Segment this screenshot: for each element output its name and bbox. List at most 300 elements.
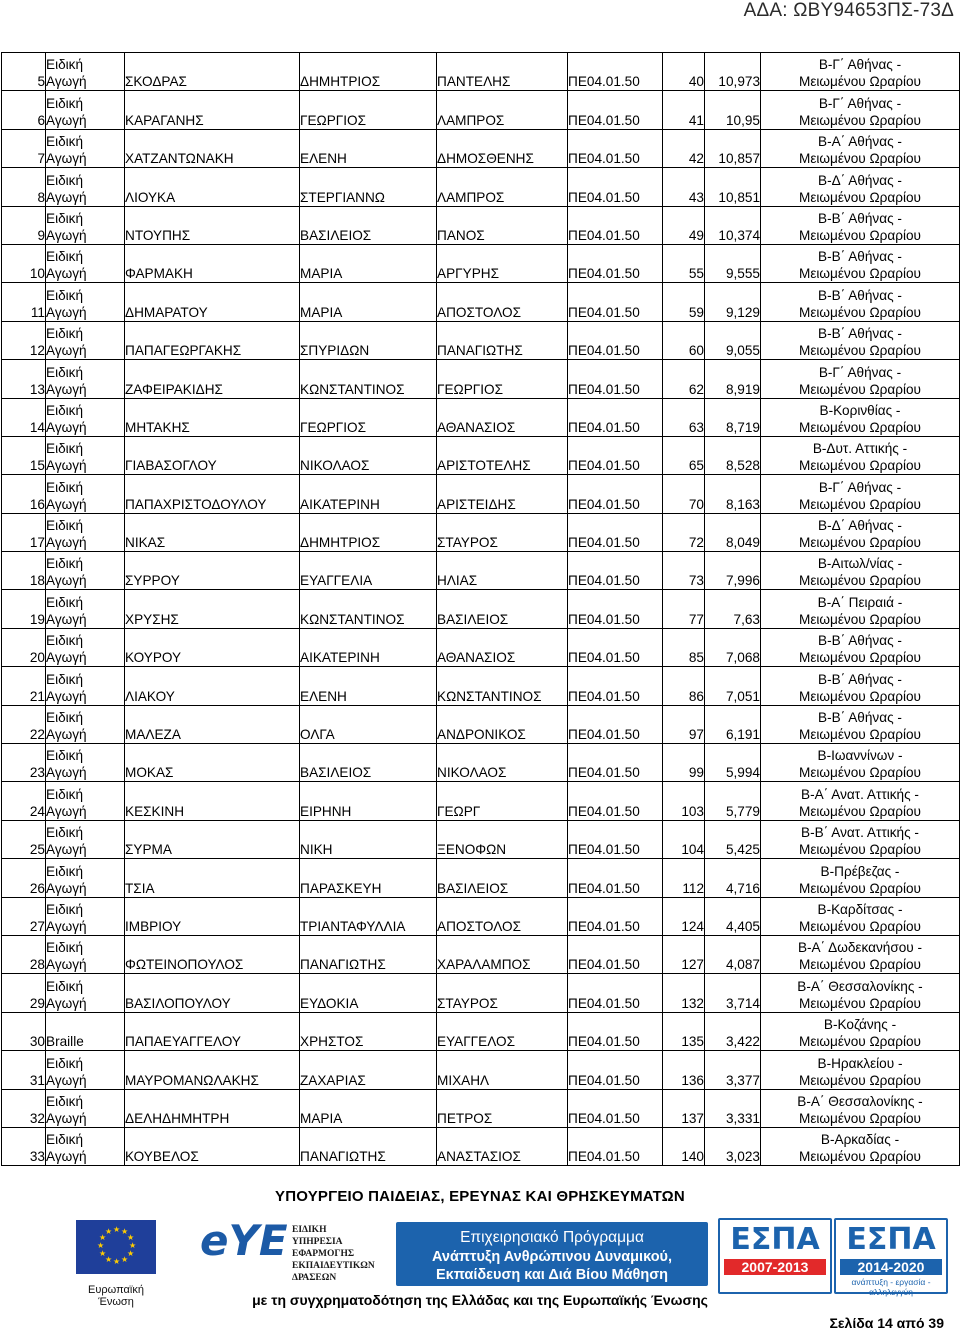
- surname-cell: ΜΑΥΡΟΜΑΝΩΛΑΚΗΣ: [125, 1051, 300, 1089]
- row-index-cell: 11: [2, 283, 46, 321]
- rank-cell: 62: [663, 360, 705, 398]
- father-name-cell: ΔΗΜΟΣΘΕΝΗΣ: [437, 129, 568, 167]
- page-number: Σελίδα 14 από 39: [829, 1315, 944, 1331]
- father-name-cell: ΑΘΑΝΑΣΙΟΣ: [437, 398, 568, 436]
- row-index-cell: 26: [2, 859, 46, 897]
- education-type-line: Ειδική: [46, 57, 84, 73]
- district-line: Μειωμένου Ωραρίου: [799, 112, 921, 128]
- score-cell: 4,405: [705, 897, 761, 935]
- rank-cell: 70: [663, 475, 705, 513]
- score-cell: 8,719: [705, 398, 761, 436]
- score-cell: 5,994: [705, 744, 761, 782]
- surname-cell: ΔΕΛΗΔΗΜΗΤΡΗ: [125, 1089, 300, 1127]
- specialty-code-cell: ΠΕ04.01.50: [568, 974, 663, 1012]
- specialty-code-cell: ΠΕ04.01.50: [568, 820, 663, 858]
- education-type-line: Αγωγή: [46, 957, 87, 973]
- rank-cell: 59: [663, 283, 705, 321]
- education-type-line: Αγωγή: [46, 650, 87, 666]
- table-row: [2, 91, 960, 129]
- first-name-cell: ΔΗΜΗΤΡΙΟΣ: [300, 53, 437, 91]
- district-cell: [761, 129, 960, 167]
- education-type-line: Αγωγή: [46, 419, 87, 435]
- father-name-cell: ΕΥΑΓΓΕΛΟΣ: [437, 1012, 568, 1050]
- table-row: [2, 1051, 960, 1089]
- first-name-cell: ΑΙΚΑΤΕΡΙΝΗ: [300, 475, 437, 513]
- rank-cell: 65: [663, 436, 705, 474]
- svg-text:★: ★: [99, 1249, 107, 1258]
- first-name-cell: ΒΑΣΙΛΕΙΟΣ: [300, 206, 437, 244]
- education-type-line: Ειδική: [46, 402, 84, 418]
- row-index-cell: 12: [2, 321, 46, 359]
- surname-cell: ΔΗΜΑΡΑΤΟΥ: [125, 283, 300, 321]
- district-cell: [761, 475, 960, 513]
- education-type-cell: [46, 820, 125, 858]
- district-line: Μειωμένου Ωραρίου: [799, 611, 921, 627]
- district-line: Μειωμένου Ωραρίου: [799, 842, 921, 858]
- first-name-cell: ΝΙΚΗ: [300, 820, 437, 858]
- rank-cell: 60: [663, 321, 705, 359]
- score-cell: 6,191: [705, 705, 761, 743]
- education-type-line: Αγωγή: [46, 151, 87, 167]
- score-cell: 7,996: [705, 552, 761, 590]
- score-cell: 8,919: [705, 360, 761, 398]
- education-type-line: Ειδική: [46, 479, 84, 495]
- first-name-cell: ΑΙΚΑΤΕΡΙΝΗ: [300, 628, 437, 666]
- cofunding-line: με τη συγχρηματοδότηση της Ελλάδας και της Ευρωπαϊκής Ένωσης: [252, 1292, 708, 1308]
- table-row: [2, 244, 960, 282]
- father-name-cell: ΠΑΝΟΣ: [437, 206, 568, 244]
- father-name-cell: ΗΛΙΑΣ: [437, 552, 568, 590]
- program-line-3: Εκπαίδευση και Διά Βίου Μάθηση: [435, 1267, 669, 1283]
- first-name-cell: ΕΥΔΟΚΙΑ: [300, 974, 437, 1012]
- education-type-line: Αγωγή: [46, 227, 87, 243]
- surname-cell: ΜΟΚΑΣ: [125, 744, 300, 782]
- district-line: Μειωμένου Ωραρίου: [799, 1072, 921, 1088]
- education-type-line: Ειδική: [46, 633, 84, 649]
- first-name-cell: ΠΑΡΑΣΚΕΥΗ: [300, 859, 437, 897]
- row-index-cell: 31: [2, 1051, 46, 1089]
- education-type-cell: [46, 1089, 125, 1127]
- education-type-line: Ειδική: [46, 95, 84, 111]
- education-type-cell: [46, 935, 125, 973]
- score-cell: 3,422: [705, 1012, 761, 1050]
- table-row: [2, 859, 960, 897]
- father-name-cell: ΑΘΑΝΑΣΙΟΣ: [437, 628, 568, 666]
- district-line: Β-Γ΄ Αθήνας -: [818, 57, 902, 73]
- education-type-cell: [46, 513, 125, 551]
- district-line: Β-Γ΄ Αθήνας -: [818, 479, 902, 495]
- district-cell: [761, 53, 960, 91]
- svg-text:★: ★: [99, 1233, 107, 1242]
- father-name-cell: ΑΡΙΣΤΕΙΔΗΣ: [437, 475, 568, 513]
- table-row: [2, 129, 960, 167]
- father-name-cell: ΣΤΑΥΡΟΣ: [437, 513, 568, 551]
- rank-cell: 73: [663, 552, 705, 590]
- table-row: [2, 436, 960, 474]
- row-index-cell: 18: [2, 552, 46, 590]
- district-line: Β-Β΄ Ανατ. Αττικής -: [801, 825, 919, 841]
- specialty-code-cell: ΠΕ04.01.50: [568, 91, 663, 129]
- education-type-line: Αγωγή: [46, 74, 87, 90]
- district-line: Μειωμένου Ωραρίου: [799, 650, 921, 666]
- district-line: Μειωμένου Ωραρίου: [799, 918, 921, 934]
- espa-2014-logo: [834, 1218, 948, 1297]
- specialty-code-cell: ΠΕ04.01.50: [568, 590, 663, 628]
- education-type-line: Αγωγή: [46, 1072, 87, 1088]
- first-name-cell: ΚΩΝΣΤΑΝΤΙΝΟΣ: [300, 590, 437, 628]
- rank-cell: 132: [663, 974, 705, 1012]
- score-cell: 7,051: [705, 667, 761, 705]
- education-type-line: Αγωγή: [46, 727, 87, 743]
- district-line: Β-Κοζάνης -: [823, 1017, 897, 1033]
- table-row: [2, 897, 960, 935]
- rank-cell: 72: [663, 513, 705, 551]
- education-type-line: Αγωγή: [46, 266, 87, 282]
- surname-cell: ΚΟΥΒΕΛΟΣ: [125, 1127, 300, 1165]
- eyap-line: ΕΚΠΑΙΔΕΥΤΙΚΩΝ: [292, 1261, 375, 1271]
- specialty-code-cell: ΠΕ04.01.50: [568, 129, 663, 167]
- education-type-line: Αγωγή: [46, 381, 87, 397]
- specialty-code-cell: ΠΕ04.01.50: [568, 628, 663, 666]
- row-index-cell: 6: [2, 91, 46, 129]
- education-type-line: Ειδική: [46, 1055, 84, 1071]
- district-cell: [761, 1051, 960, 1089]
- district-line: Β-Α΄ Θεσσαλονίκης -: [797, 978, 923, 994]
- row-index-cell: 25: [2, 820, 46, 858]
- surname-cell: ΚΑΡΑΓΑΝΗΣ: [125, 91, 300, 129]
- score-cell: 7,63: [705, 590, 761, 628]
- education-type-line: Ειδική: [46, 978, 84, 994]
- row-index-cell: 7: [2, 129, 46, 167]
- table-row: [2, 206, 960, 244]
- table-row: [2, 321, 960, 359]
- row-index-cell: 30: [2, 1012, 46, 1050]
- education-type-line: Ειδική: [46, 556, 84, 572]
- first-name-cell: ΟΛΓΑ: [300, 705, 437, 743]
- row-index-cell: 22: [2, 705, 46, 743]
- district-line: Β-Γ΄ Αθήνας -: [818, 95, 902, 111]
- district-line: Μειωμένου Ωραρίου: [799, 535, 921, 551]
- espa-subtitle: ανάπτυξη - εργασία - αλληλεγγύη: [851, 1277, 931, 1297]
- rank-cell: 55: [663, 244, 705, 282]
- score-cell: 3,023: [705, 1127, 761, 1165]
- education-type-line: Ειδική: [46, 172, 84, 188]
- specialty-code-cell: ΠΕ04.01.50: [568, 667, 663, 705]
- specialty-code-cell: ΠΕ04.01.50: [568, 360, 663, 398]
- eyap-line: ΕΙΔΙΚΗ: [292, 1225, 327, 1235]
- district-line: Μειωμένου Ωραρίου: [799, 1110, 921, 1126]
- rank-cell: 43: [663, 168, 705, 206]
- score-cell: 5,779: [705, 782, 761, 820]
- district-cell: [761, 1089, 960, 1127]
- district-cell: [761, 974, 960, 1012]
- eu-flag-icon: [76, 1220, 156, 1274]
- table-row: [2, 782, 960, 820]
- specialty-code-cell: ΠΕ04.01.50: [568, 705, 663, 743]
- specialty-code-cell: ΠΕ04.01.50: [568, 744, 663, 782]
- education-type-line: Ειδική: [46, 441, 84, 457]
- district-line: Β-Κορινθίας -: [819, 402, 901, 418]
- rank-cell: 135: [663, 1012, 705, 1050]
- surname-cell: ΧΑΤΖΑΝΤΩΝΑΚΗ: [125, 129, 300, 167]
- eyap-line: ΔΡΑΣΕΩΝ: [292, 1273, 337, 1283]
- rank-cell: 41: [663, 91, 705, 129]
- rank-cell: 140: [663, 1127, 705, 1165]
- first-name-cell: ΕΥΑΓΓΕΛΙΑ: [300, 552, 437, 590]
- district-line: Μειωμένου Ωραρίου: [799, 957, 921, 973]
- svg-text:★: ★: [97, 1241, 105, 1250]
- education-type-line: Ειδική: [46, 1093, 84, 1109]
- score-cell: 3,331: [705, 1089, 761, 1127]
- education-type-line: Αγωγή: [46, 304, 87, 320]
- rank-cell: 112: [663, 859, 705, 897]
- specialty-code-cell: ΠΕ04.01.50: [568, 53, 663, 91]
- father-name-cell: ΒΑΣΙΛΕΙΟΣ: [437, 859, 568, 897]
- surname-cell: ΝΤΟΥΠΗΣ: [125, 206, 300, 244]
- score-cell: 10,973: [705, 53, 761, 91]
- rank-cell: 104: [663, 820, 705, 858]
- education-type-line: Αγωγή: [46, 803, 87, 819]
- score-cell: 3,714: [705, 974, 761, 1012]
- education-type-line: Αγωγή: [46, 1149, 87, 1165]
- district-line: Μειωμένου Ωραρίου: [799, 688, 921, 704]
- specialty-code-cell: ΠΕ04.01.50: [568, 398, 663, 436]
- father-name-cell: ΣΤΑΥΡΟΣ: [437, 974, 568, 1012]
- surname-cell: ΛΙΟΥΚΑ: [125, 168, 300, 206]
- education-type-cell: [46, 859, 125, 897]
- svg-text:★: ★: [105, 1255, 113, 1264]
- row-index-cell: 24: [2, 782, 46, 820]
- education-type-cell: [46, 321, 125, 359]
- education-type-line: Αγωγή: [46, 189, 87, 205]
- score-cell: 10,857: [705, 129, 761, 167]
- score-cell: 8,528: [705, 436, 761, 474]
- father-name-cell: ΑΠΟΣΤΟΛΟΣ: [437, 897, 568, 935]
- district-line: Μειωμένου Ωραρίου: [799, 266, 921, 282]
- svg-text:★: ★: [113, 1257, 121, 1266]
- eyap-name: [292, 1224, 380, 1284]
- svg-text:★: ★: [127, 1249, 135, 1258]
- row-index-cell: 5: [2, 53, 46, 91]
- district-line: Β-Ηρακλείου -: [817, 1055, 903, 1071]
- specialty-code-cell: ΠΕ04.01.50: [568, 168, 663, 206]
- father-name-cell: ΑΝΔΡΟΝΙΚΟΣ: [437, 705, 568, 743]
- father-name-cell: ΑΡΙΣΤΟΤΕΛΗΣ: [437, 436, 568, 474]
- program-box: [396, 1222, 708, 1286]
- education-type-cell: [46, 283, 125, 321]
- rank-cell: 85: [663, 628, 705, 666]
- surname-cell: ΦΩΤΕΙΝΟΠΟΥΛΟΣ: [125, 935, 300, 973]
- education-type-line: Αγωγή: [46, 918, 87, 934]
- rank-cell: 40: [663, 53, 705, 91]
- education-type-line: Αγωγή: [46, 765, 87, 781]
- district-line: Β-Ιωαννίνων -: [817, 748, 903, 764]
- district-cell: [761, 513, 960, 551]
- first-name-cell: ΕΛΕΝΗ: [300, 667, 437, 705]
- district-cell: [761, 705, 960, 743]
- education-type-cell: [46, 53, 125, 91]
- district-cell: [761, 436, 960, 474]
- education-type-line: Ειδική: [46, 1132, 84, 1148]
- district-line: Β-Β΄ Αθήνας -: [818, 710, 902, 726]
- row-index-cell: 10: [2, 244, 46, 282]
- first-name-cell: ΒΑΣΙΛΕΙΟΣ: [300, 744, 437, 782]
- score-cell: 5,425: [705, 820, 761, 858]
- table-row: [2, 935, 960, 973]
- first-name-cell: ΣΠΥΡΙΔΩΝ: [300, 321, 437, 359]
- district-line: Μειωμένου Ωραρίου: [799, 496, 921, 512]
- program-line-2: Ανάπτυξη Ανθρώπινου Δυναμικού,: [431, 1249, 673, 1265]
- district-cell: [761, 820, 960, 858]
- eye-logo-text: eYE: [200, 1216, 288, 1265]
- district-cell: [761, 244, 960, 282]
- surname-cell: ΖΑΦΕΙΡΑΚΙΔΗΣ: [125, 360, 300, 398]
- eu-caption: Ευρωπαϊκή Ένωση: [88, 1284, 144, 1308]
- surname-cell: ΣΥΡΡΟΥ: [125, 552, 300, 590]
- education-type-line: Αγωγή: [46, 995, 87, 1011]
- surname-cell: ΚΕΣΚΙΝΗ: [125, 782, 300, 820]
- score-cell: 9,055: [705, 321, 761, 359]
- score-cell: 4,716: [705, 859, 761, 897]
- table-row: [2, 1012, 960, 1050]
- father-name-cell: ΠΕΤΡΟΣ: [437, 1089, 568, 1127]
- table-row: [2, 590, 960, 628]
- row-index-cell: 14: [2, 398, 46, 436]
- specialty-code-cell: ΠΕ04.01.50: [568, 859, 663, 897]
- education-type-cell: [46, 744, 125, 782]
- row-index-cell: 15: [2, 436, 46, 474]
- espa-2007-logo: [718, 1218, 832, 1294]
- education-type-cell: [46, 974, 125, 1012]
- district-line: Μειωμένου Ωραρίου: [799, 458, 921, 474]
- row-index-cell: 16: [2, 475, 46, 513]
- table-row: [2, 1127, 960, 1165]
- district-cell: [761, 744, 960, 782]
- table-body: [2, 53, 960, 1166]
- education-type-line: Ειδική: [46, 748, 84, 764]
- table-row: [2, 283, 960, 321]
- surname-cell: ΠΑΠΑΓΕΩΡΓΑΚΗΣ: [125, 321, 300, 359]
- district-line: Μειωμένου Ωραρίου: [799, 151, 921, 167]
- specialty-code-cell: ΠΕ04.01.50: [568, 897, 663, 935]
- district-line: Β-Β΄ Αθήνας -: [818, 287, 902, 303]
- first-name-cell: ΕΙΡΗΝΗ: [300, 782, 437, 820]
- first-name-cell: ΜΑΡΙΑ: [300, 283, 437, 321]
- rank-cell: 42: [663, 129, 705, 167]
- svg-text:★: ★: [127, 1233, 135, 1242]
- district-line: Β-Γ΄ Αθήνας -: [818, 364, 902, 380]
- father-name-cell: ΑΠΟΣΤΟΛΟΣ: [437, 283, 568, 321]
- district-line: Β-Α΄ Δωδεκανήσου -: [797, 940, 923, 956]
- specialty-code-cell: ΠΕ04.01.50: [568, 552, 663, 590]
- district-line: Β-Β΄ Αθήνας -: [818, 249, 902, 265]
- row-index-cell: 19: [2, 590, 46, 628]
- education-type-line: Braille: [46, 1034, 84, 1050]
- education-type-cell: [46, 705, 125, 743]
- rank-cell: 77: [663, 590, 705, 628]
- district-line: Μειωμένου Ωραρίου: [799, 74, 921, 90]
- district-line: Μειωμένου Ωραρίου: [799, 381, 921, 397]
- svg-text:★: ★: [105, 1227, 113, 1236]
- table-row: [2, 667, 960, 705]
- svg-text:★: ★: [121, 1227, 129, 1236]
- eye-logo: [184, 1218, 290, 1270]
- district-cell: [761, 782, 960, 820]
- espa-word: ΕΣΠΑ: [730, 1222, 820, 1257]
- first-name-cell: ΠΑΝΑΓΙΩΤΗΣ: [300, 1127, 437, 1165]
- education-type-cell: [46, 552, 125, 590]
- district-line: Μειωμένου Ωραρίου: [799, 189, 921, 205]
- first-name-cell: ΖΑΧΑΡΙΑΣ: [300, 1051, 437, 1089]
- education-type-line: Αγωγή: [46, 842, 87, 858]
- district-cell: [761, 859, 960, 897]
- district-line: Μειωμένου Ωραρίου: [799, 803, 921, 819]
- score-cell: 8,049: [705, 513, 761, 551]
- district-line: Β-Δ΄ Αθήνας -: [818, 172, 902, 188]
- eyap-line: ΕΦΑΡΜΟΓΗΣ: [292, 1249, 355, 1259]
- district-line: Β-Α΄ Ανατ. Αττικής -: [801, 786, 919, 802]
- father-name-cell: ΚΩΝΣΤΑΝΤΙΝΟΣ: [437, 667, 568, 705]
- score-cell: 4,087: [705, 935, 761, 973]
- district-cell: [761, 935, 960, 973]
- surname-cell: ΝΙΚΑΣ: [125, 513, 300, 551]
- table-row: [2, 360, 960, 398]
- education-type-cell: [46, 1127, 125, 1165]
- rank-cell: 137: [663, 1089, 705, 1127]
- district-cell: [761, 1012, 960, 1050]
- svg-text:★: ★: [129, 1241, 137, 1250]
- district-line: Β-Α΄ Αθήνας -: [818, 134, 902, 150]
- surname-cell: ΜΗΤΑΚΗΣ: [125, 398, 300, 436]
- education-type-line: Αγωγή: [46, 1110, 87, 1126]
- first-name-cell: ΓΕΩΡΓΙΟΣ: [300, 91, 437, 129]
- district-cell: [761, 360, 960, 398]
- surname-cell: ΒΑΣΙΛΟΠΟΥΛΟΥ: [125, 974, 300, 1012]
- espa-years: 2007-2013: [724, 1259, 826, 1275]
- svg-text:★: ★: [113, 1225, 121, 1234]
- specialty-code-cell: ΠΕ04.01.50: [568, 1051, 663, 1089]
- score-cell: 7,068: [705, 628, 761, 666]
- surname-cell: ΣΥΡΜΑ: [125, 820, 300, 858]
- specialty-code-cell: ΠΕ04.01.50: [568, 782, 663, 820]
- table-row: [2, 513, 960, 551]
- district-cell: [761, 552, 960, 590]
- district-line: Β-Β΄ Αθήνας -: [818, 671, 902, 687]
- education-type-line: Ειδική: [46, 940, 84, 956]
- education-type-cell: [46, 667, 125, 705]
- father-name-cell: ΓΕΩΡΓ: [437, 782, 568, 820]
- first-name-cell: ΣΤΕΡΓΙΑΝΝΩ: [300, 168, 437, 206]
- specialty-code-cell: ΠΕ04.01.50: [568, 436, 663, 474]
- father-name-cell: ΛΑΜΠΡΟΣ: [437, 91, 568, 129]
- district-line: Μειωμένου Ωραρίου: [799, 419, 921, 435]
- surname-cell: ΚΟΥΡΟΥ: [125, 628, 300, 666]
- score-cell: 10,851: [705, 168, 761, 206]
- first-name-cell: ΤΡΙΑΝΤΑΦΥΛΛΙΑ: [300, 897, 437, 935]
- education-type-line: Αγωγή: [46, 880, 87, 896]
- first-name-cell: ΔΗΜΗΤΡΙΟΣ: [300, 513, 437, 551]
- table-row: [2, 552, 960, 590]
- table-row: [2, 398, 960, 436]
- district-cell: [761, 91, 960, 129]
- footer-banner: [0, 1178, 960, 1318]
- district-line: Β-Α΄ Πειραιά -: [817, 594, 903, 610]
- rank-cell: 86: [663, 667, 705, 705]
- surname-cell: ΛΙΑΚΟΥ: [125, 667, 300, 705]
- ada-code: ΑΔΑ: ΩΒΥ94653ΠΣ-73Δ: [743, 0, 954, 21]
- row-index-cell: 20: [2, 628, 46, 666]
- father-name-cell: ΝΙΚΟΛΑΟΣ: [437, 744, 568, 782]
